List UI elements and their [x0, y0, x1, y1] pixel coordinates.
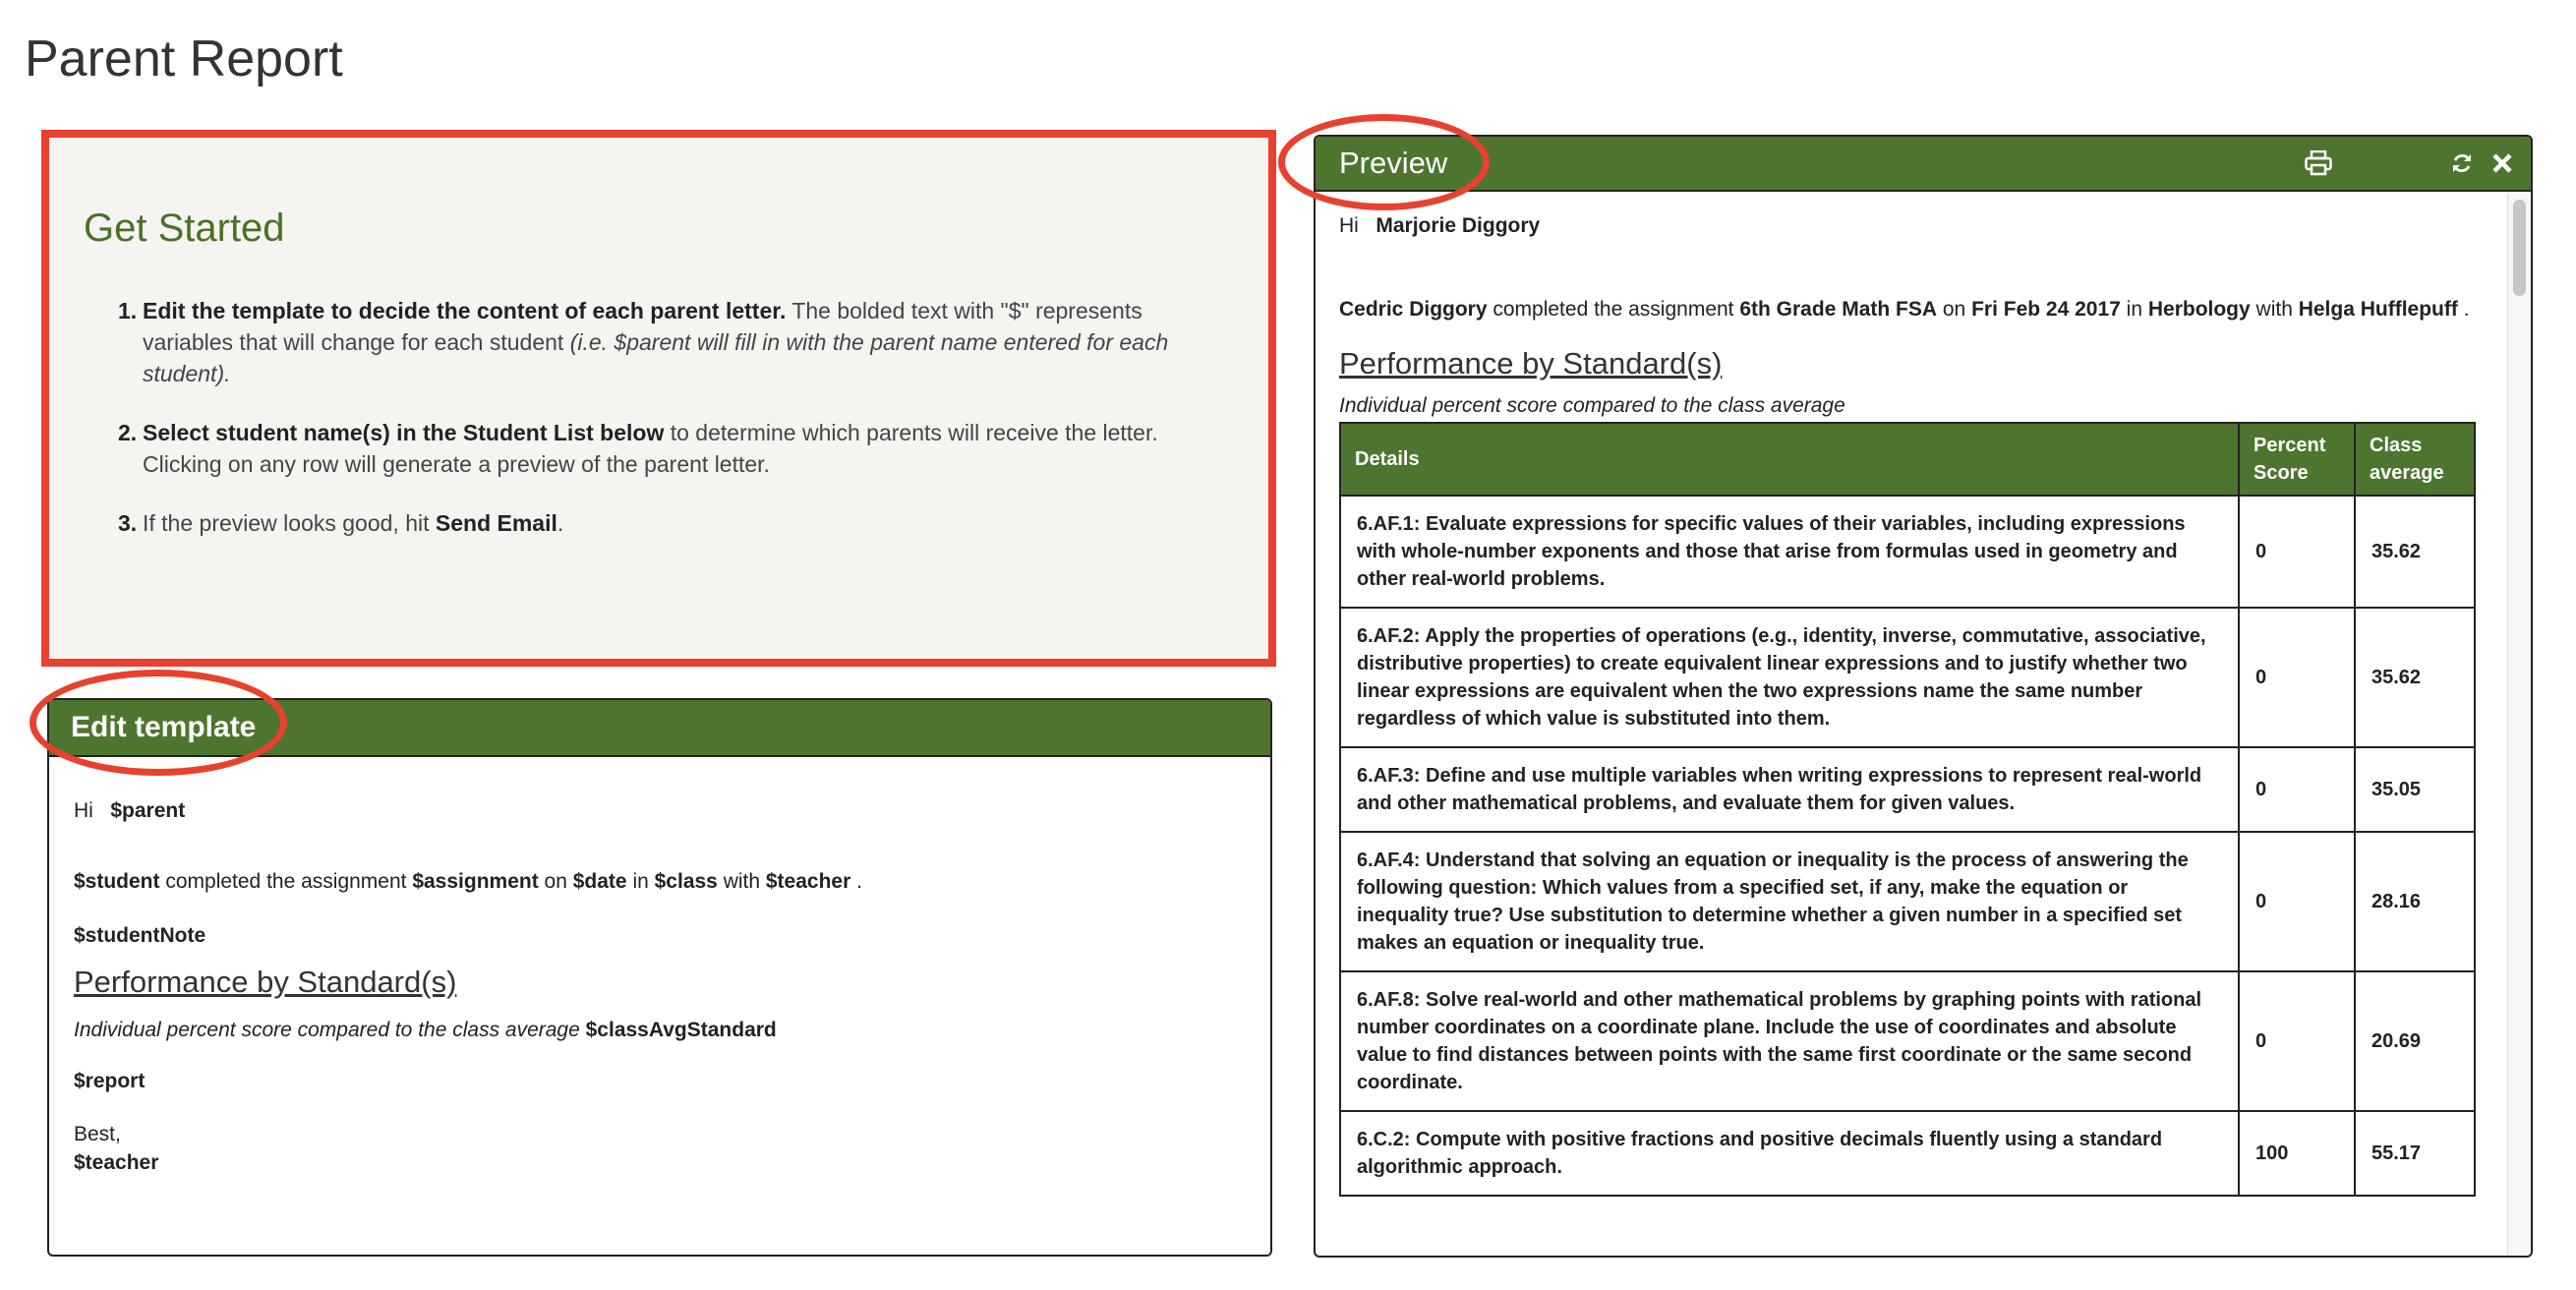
row-avg: 28.16: [2355, 832, 2475, 971]
edit-template-annotation-ellipse: [29, 670, 287, 776]
row-avg: 20.69: [2355, 971, 2475, 1111]
preview-perf-heading: Performance by Standard(s): [1339, 346, 1723, 381]
scrollbar-thumb[interactable]: [2513, 200, 2526, 296]
get-started-panel: [41, 130, 1276, 667]
table-row: [1340, 832, 2475, 971]
preview-panel: [1314, 135, 2533, 1258]
preview-header-icons: [2305, 150, 2531, 176]
template-perf-heading: Performance by Standard(s): [74, 965, 457, 999]
template-teacher-sign: $teacher: [74, 1151, 159, 1174]
template-editor[interactable]: [49, 757, 1270, 1177]
refresh-icon[interactable]: [2450, 151, 2474, 175]
row-score: 0: [2239, 496, 2355, 608]
preview-body: [1316, 194, 2507, 1256]
table-row: [1340, 1111, 2475, 1196]
get-started-heading: Get Started: [84, 206, 285, 250]
header-details: Details: [1340, 423, 2239, 496]
preview-header: [1316, 137, 2531, 192]
row-score: 0: [2239, 608, 2355, 747]
step-text: Select student name(s) in the Student List below to determine which parents will receive the letter. Clicking on any row will generate a preview of the parent letter.: [143, 420, 1158, 477]
row-detail: 6.C.2: Compute with positive fractions and positive decimals fluently using a standard algorithmic approach.: [1340, 1111, 2239, 1196]
template-completion-line: $student completed the assignment $assignment on $date in $class with $teacher .: [74, 870, 862, 893]
edit-template-title: Edit template: [71, 711, 257, 743]
step-item: [118, 507, 1229, 539]
table-row: [1340, 608, 2475, 747]
header-class-average: Class average: [2355, 423, 2475, 496]
step-number: 1.: [118, 298, 138, 323]
preview-annotation-ellipse: [1278, 114, 1490, 210]
edit-template-panel: [47, 698, 1272, 1257]
row-detail: 6.AF.4: Understand that solving an equation or inequality is the process of answering the following question: Which values from a specified set, if any, make the equation or inequality true? Use substitution to determine whether a given number in a specified set makes an equation or inequality true.: [1340, 832, 2239, 971]
step-text: If the preview looks good, hit Send Email.: [143, 510, 564, 536]
template-compare-line: Individual percent score compared to the class average $classAvgStandard: [74, 1019, 777, 1041]
page-title: Parent Report: [25, 30, 343, 88]
table-row: [1340, 496, 2475, 608]
steps-list: [118, 295, 1229, 566]
step-number: 3.: [118, 510, 138, 536]
row-avg: 35.62: [2355, 496, 2475, 608]
close-icon[interactable]: [2491, 152, 2513, 174]
row-score: 100: [2239, 1111, 2355, 1196]
preview-completion-line: Cedric Diggory completed the assignment 6th Grade Math FSA on Fri Feb 24 2017 in Herbology with Helga Hufflepuff .: [1339, 298, 2470, 321]
preview-greeting: Hi Marjorie Diggory: [1339, 214, 1541, 237]
template-report-var: $report: [74, 1070, 146, 1092]
row-avg: 35.62: [2355, 608, 2475, 747]
step-item: [118, 295, 1229, 389]
row-avg: 55.17: [2355, 1111, 2475, 1196]
row-detail: 6.AF.2: Apply the properties of operations (e.g., identity, inverse, commutative, associative, distributive properties) to create equivalent linear expressions and to justify whether two linear expressions are equivalent when the two expressions name the same number regardless of which value is substituted into them.: [1340, 608, 2239, 747]
step-item: [118, 417, 1229, 480]
table-row: [1340, 747, 2475, 832]
report-table: [1339, 422, 2476, 1197]
preview-scrollbar[interactable]: [2507, 194, 2531, 1256]
template-closing: Best,: [74, 1123, 121, 1145]
table-row: [1340, 971, 2475, 1111]
header-percent-score: Percent Score: [2239, 423, 2355, 496]
row-score: 0: [2239, 832, 2355, 971]
row-detail: 6.AF.1: Evaluate expressions for specific values of their variables, including expressions with whole-number exponents and those that arise from formulas used in geometry and other real-world problems.: [1340, 496, 2239, 608]
row-detail: 6.AF.8: Solve real-world and other mathematical problems by graphing points with rational number coordinates on a coordinate plane. Include the use of coordinates and absolute value to find distances between points with the same first coordinate or the same second coordinate.: [1340, 971, 2239, 1111]
row-detail: 6.AF.3: Define and use multiple variables when writing expressions to represent real-world and other mathematical problems, and evaluate them for given values.: [1340, 747, 2239, 832]
row-avg: 35.05: [2355, 747, 2475, 832]
row-score: 0: [2239, 971, 2355, 1111]
preview-title: Preview: [1339, 146, 1448, 180]
step-text: Edit the template to decide the content of each parent letter. The bolded text with "$" represents variables that will change for each student (i.e. $parent will fill in with the parent name entered for each student).: [143, 298, 1169, 386]
print-icon[interactable]: [2305, 150, 2332, 176]
template-student-note: $studentNote: [74, 924, 206, 947]
row-score: 0: [2239, 747, 2355, 832]
report-header-row: [1340, 423, 2475, 496]
preview-compare-line: Individual percent score compared to the class average: [1339, 394, 1845, 417]
step-number: 2.: [118, 420, 138, 445]
template-greeting: Hi $parent: [74, 799, 186, 822]
